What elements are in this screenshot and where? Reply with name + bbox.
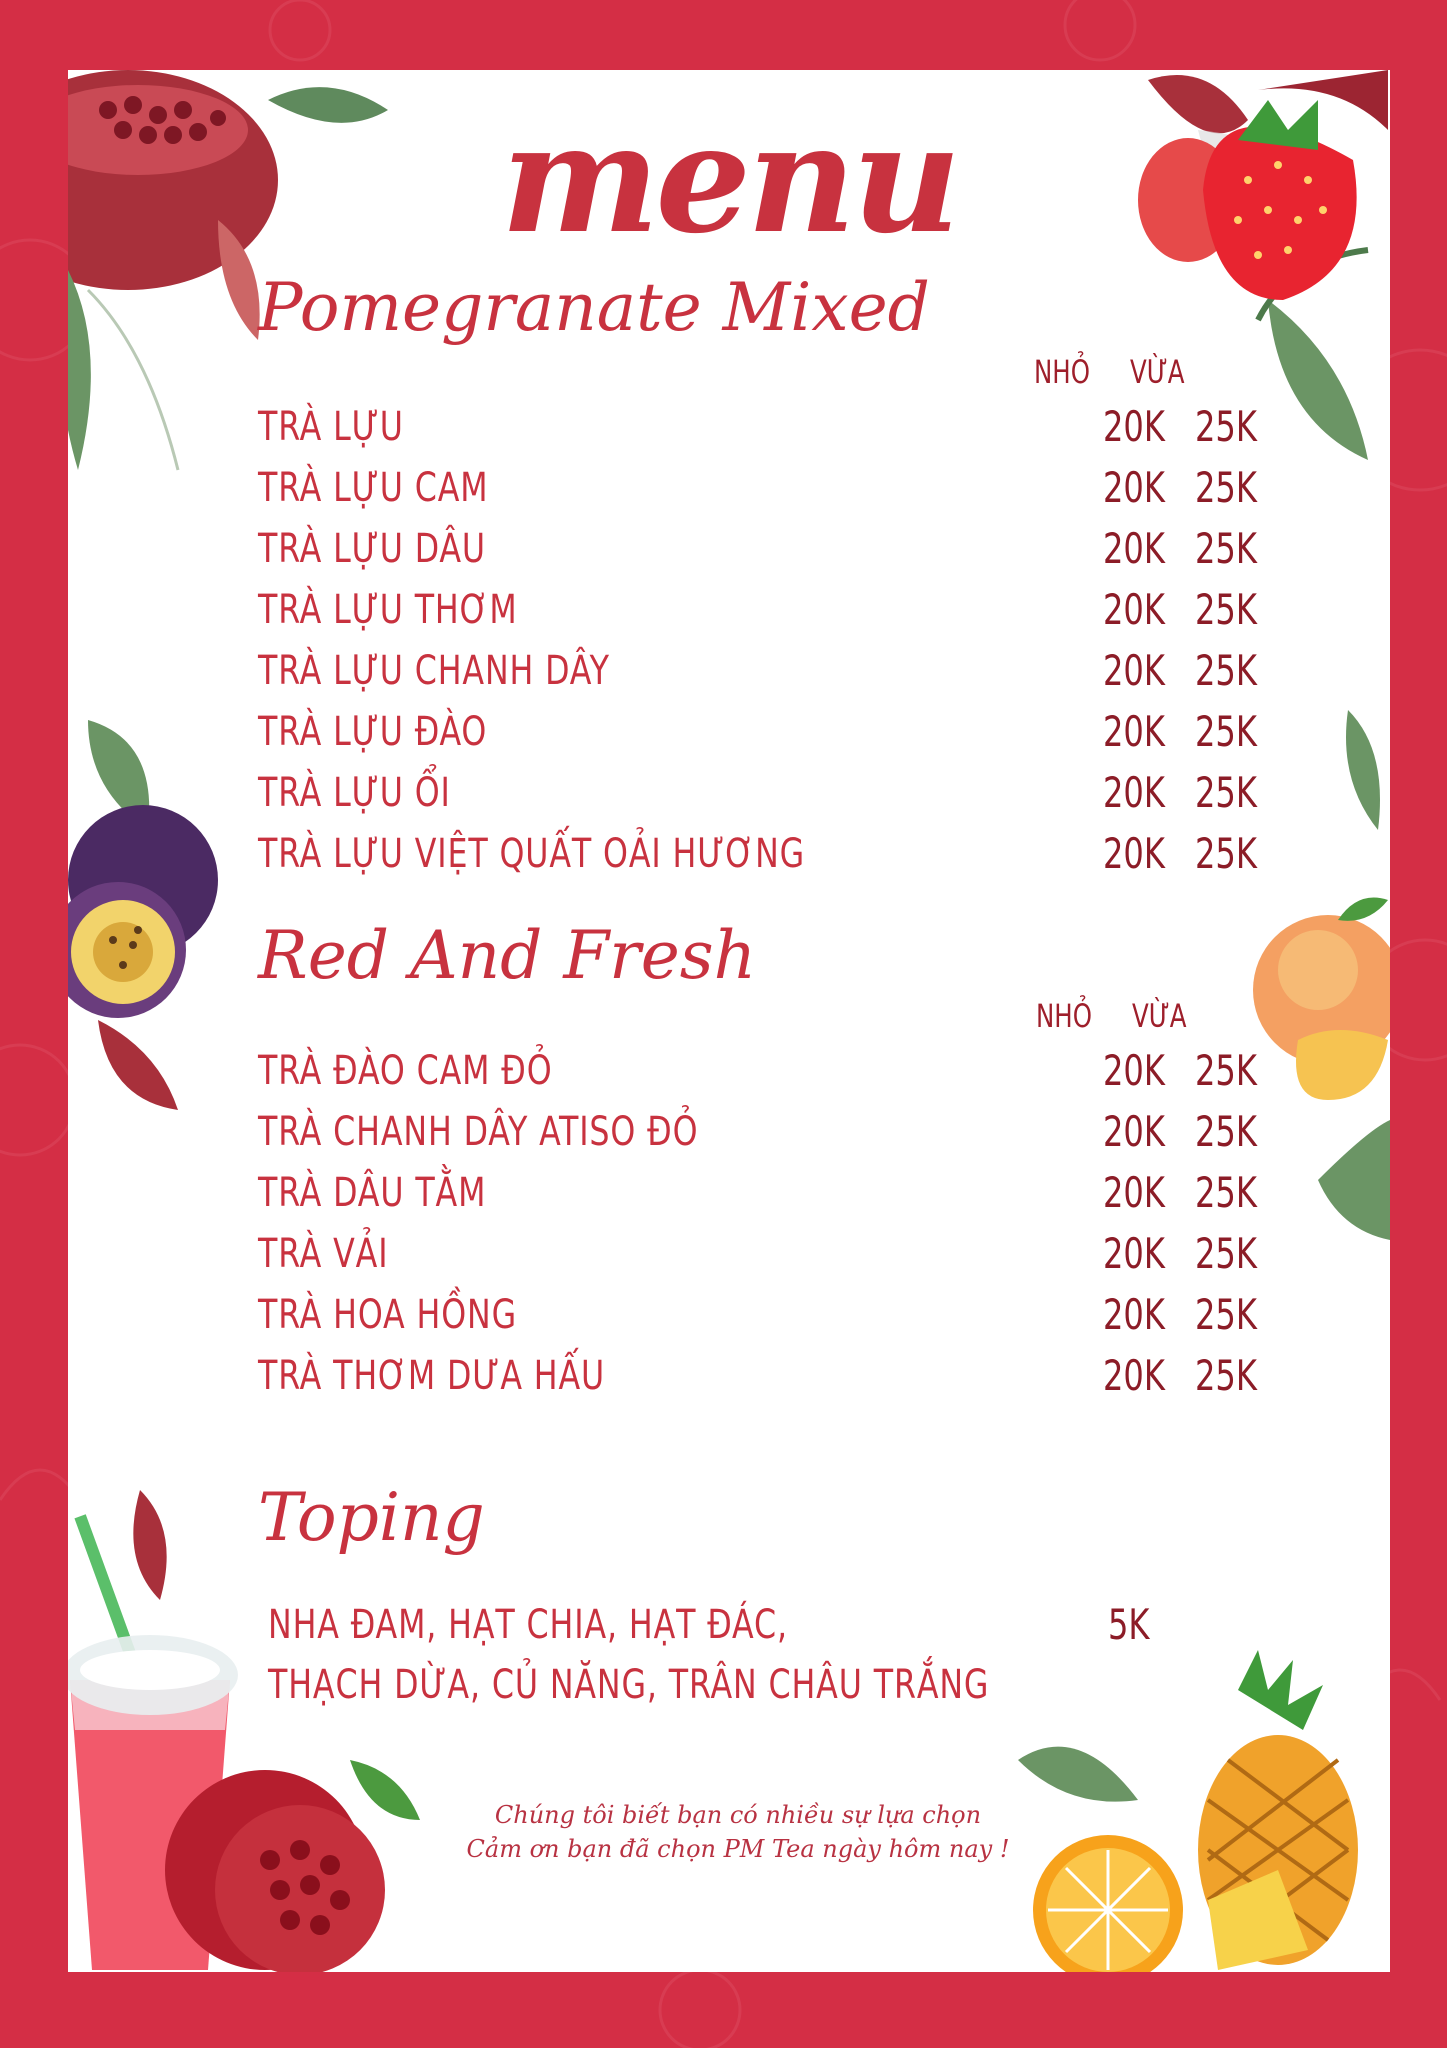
price-medium: 25K (1195, 1351, 1257, 1400)
menu-card (68, 70, 1390, 1972)
section-title-red-and-fresh: Red And Fresh (258, 917, 757, 994)
price-medium: 25K (1195, 1107, 1257, 1156)
menu-item (258, 463, 1258, 513)
menu-item-name: TRÀ DÂU TẰM (258, 1170, 487, 1216)
price-small: 20K (1103, 402, 1165, 451)
price-medium: 25K (1195, 524, 1257, 573)
menu-item (258, 707, 1258, 757)
menu-item-name: TRÀ LỰU DÂU (258, 526, 486, 572)
price-medium: 25K (1195, 1290, 1257, 1339)
topping-line: THẠCH DỪA, CỦ NĂNG, TRÂN CHÂU TRẮNG (268, 1662, 990, 1708)
price-medium: 25K (1195, 1168, 1257, 1217)
menu-item (258, 768, 1258, 818)
topping-line: NHA ĐAM, HẠT CHIA, HẠT ĐÁC, (268, 1602, 788, 1648)
thank-you-note (408, 1798, 1068, 1866)
size-header-medium: VỪA (1132, 997, 1187, 1035)
menu-item (258, 585, 1258, 635)
menu-item-name: TRÀ LỰU THƠM (258, 587, 518, 633)
price-medium: 25K (1195, 402, 1257, 451)
menu-item (258, 1107, 1258, 1157)
price-small: 20K (1103, 1290, 1165, 1339)
price-small: 20K (1103, 1229, 1165, 1278)
price-small: 20K (1103, 463, 1165, 512)
menu-item-name: TRÀ VẢI (258, 1231, 389, 1277)
price-small: 20K (1103, 829, 1165, 878)
menu-item-name: TRÀ HOA HỒNG (258, 1292, 517, 1338)
price-small: 20K (1103, 1351, 1165, 1400)
price-medium: 25K (1195, 463, 1257, 512)
price-small: 20K (1103, 524, 1165, 573)
price-medium: 25K (1195, 768, 1257, 817)
menu-item (258, 1046, 1258, 1096)
menu-item (258, 1229, 1258, 1279)
size-header-small: NHỎ (1036, 997, 1092, 1035)
menu-item (258, 524, 1258, 574)
price-small: 20K (1103, 768, 1165, 817)
price-medium: 25K (1195, 707, 1257, 756)
menu-item (258, 829, 1258, 879)
price-medium: 25K (1195, 646, 1257, 695)
menu-item-name: TRÀ LỰU CAM (258, 465, 489, 511)
menu-item (258, 402, 1258, 452)
section-title-pomegranate-mixed: Pomegranate Mixed (258, 269, 930, 346)
price-small: 20K (1103, 1168, 1165, 1217)
price-small: 20K (1103, 1107, 1165, 1156)
section-title-topping: Toping (258, 1479, 485, 1556)
size-header-medium: VỪA (1130, 353, 1185, 391)
price-medium: 25K (1195, 1229, 1257, 1278)
size-header-small: NHỎ (1034, 353, 1090, 391)
price-small: 20K (1103, 646, 1165, 695)
menu-item-name: TRÀ LỰU ĐÀO (258, 709, 488, 755)
menu-item-name: TRÀ CHANH DÂY ATISO ĐỎ (258, 1109, 699, 1155)
price-medium: 25K (1195, 585, 1257, 634)
price-small: 20K (1103, 1046, 1165, 1095)
thank-you-line: Chúng tôi biết bạn có nhiều sự lựa chọn (494, 1801, 982, 1829)
topping-price: 5K (1108, 1600, 1150, 1649)
menu-title: menu (500, 91, 958, 267)
menu-item (258, 1168, 1258, 1218)
price-medium: 25K (1195, 829, 1257, 878)
passion-fruit-illustration (68, 690, 228, 1110)
menu-item (258, 1351, 1258, 1401)
menu-item-name: TRÀ LỰU CHANH DÂY (258, 648, 610, 694)
menu-item (258, 646, 1258, 696)
price-small: 20K (1103, 585, 1165, 634)
menu-item (258, 1290, 1258, 1340)
price-medium: 25K (1195, 1046, 1257, 1095)
menu-item-name: TRÀ LỰU VIỆT QUẤT OẢI HƯƠNG (258, 831, 806, 877)
menu-item-name: TRÀ LỰU ỔI (258, 770, 451, 816)
price-small: 20K (1103, 707, 1165, 756)
menu-item-name: TRÀ ĐÀO CAM ĐỎ (258, 1048, 553, 1094)
thank-you-line: Cảm ơn bạn đã chọn PM Tea ngày hôm nay ! (466, 1835, 1010, 1863)
menu-item-name: TRÀ THƠM DƯA HẤU (258, 1353, 606, 1399)
menu-item-name: TRÀ LỰU (258, 404, 404, 450)
